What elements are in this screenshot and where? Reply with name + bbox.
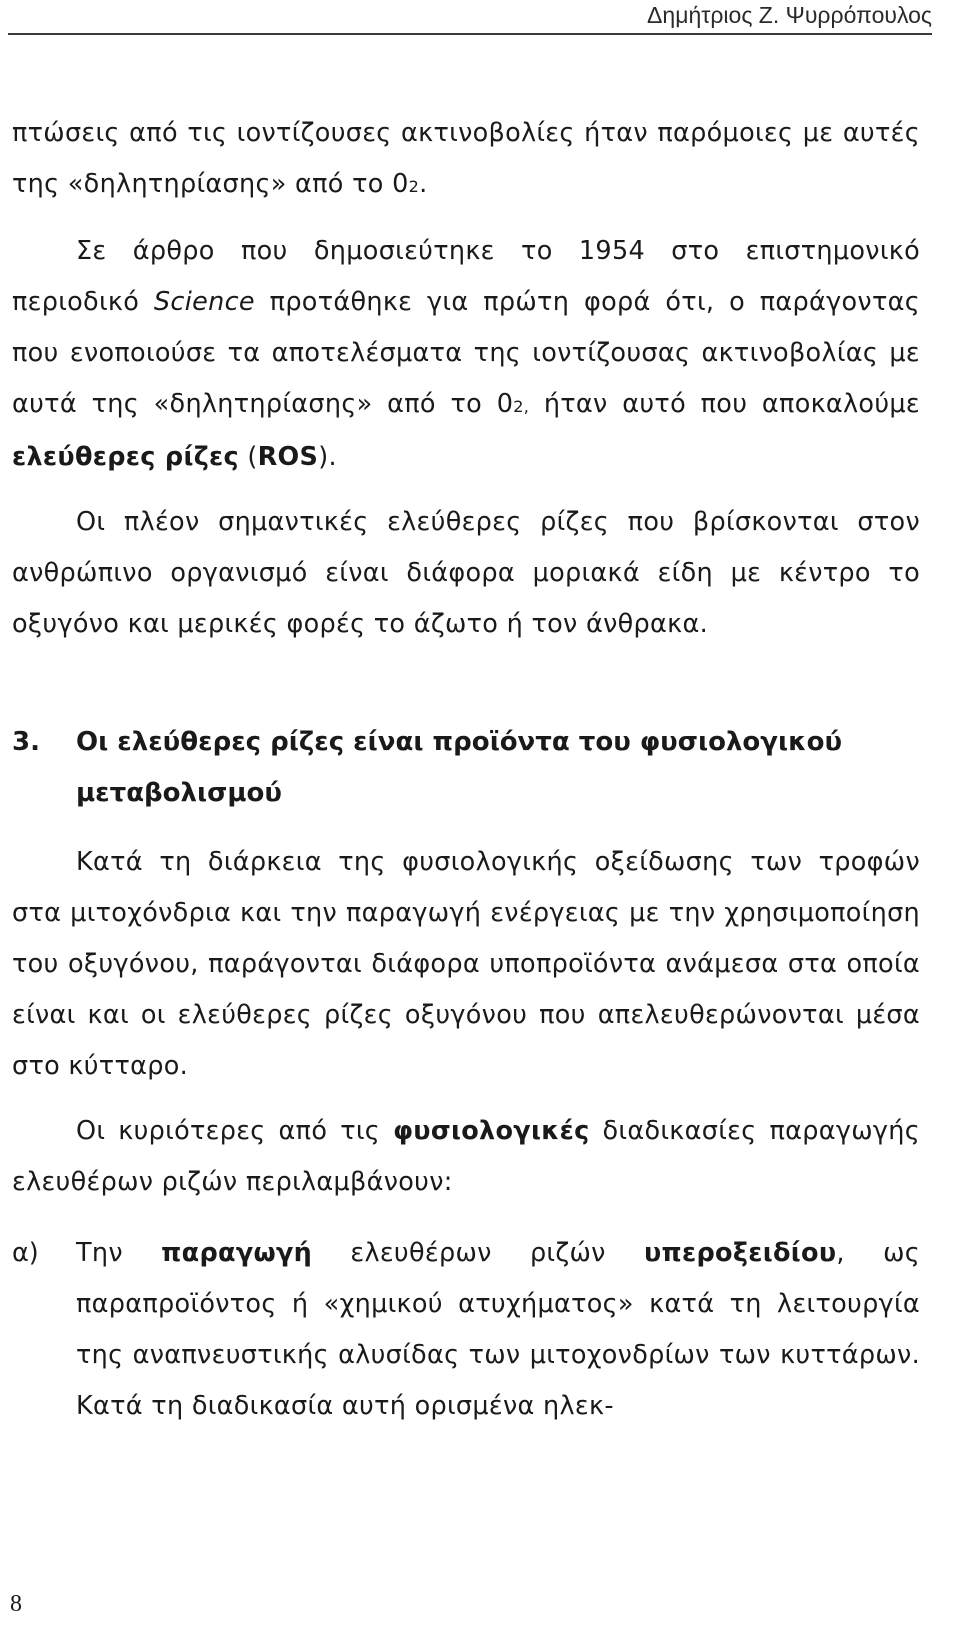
term-free-radicals: ελεύθερες ρίζες [12,442,239,472]
list-item-content [76,1228,920,1432]
running-header: Δημήτριος Ζ. Ψυρρόπουλος [647,2,932,28]
paragraph-2-text-e: ). [318,442,337,472]
header-rule [8,33,932,35]
term-superoxide: υπεροξειδίου [644,1238,837,1268]
paragraph-4: Κατά τη διάρκεια της φυσιολογικής οξείδωσης των τροφών στα μιτοχόνδρια και την παραγωγή ενέργειας με την χρησιμοποίηση του οξυγόνου, παράγονται διάφορα υποπροϊόντα ανάμεσα στα οποία είναι και οι ελεύθερες ρίζες οξυγόνου που απελευθερώνονται μέσα στο κύτταρο. [12,847,920,1081]
list-text-b: ελευθέρων ριζών [312,1238,645,1268]
paragraph-5 [12,1106,920,1208]
body-text [12,108,920,1432]
paragraph-1 [12,108,920,212]
page-number: 8 [10,1591,22,1617]
paragraph-3: Οι πλέον σημαντικές ελεύθερες ρίζες που βρίσκονται στον ανθρώπινο οργανισμό είναι διάφορα μοριακά είδη με κέντρο το οξυγόνο και μερικές φορές το άζωτο ή τον άνθρακα. [12,507,920,639]
section-title: Οι ελεύθερες ρίζες είναι προϊόντα του φυσιολογικού μεταβολισμού [76,727,843,808]
paragraph-2 [12,226,920,483]
subscript: 2, [513,397,530,416]
list-text-a: Την [76,1238,162,1268]
paragraph-1-end: . [419,169,428,199]
term-ros: ROS [257,442,319,472]
list-item [12,1228,920,1432]
paragraph-2-text-b: προτάθηκε για πρώτη φορά ότι, ο παράγοντας που ενοποιούσε τα αποτελέσματα της ιοντίζουσας ακτινοβολίας με αυτά της «δηλητηρίασης» από το 0 [12,287,920,419]
section-heading [12,717,920,819]
paragraph-2-text-a: Σε άρθρο που δημοσιεύτηκε το 1954 στο επιστημονικό περιοδικό [12,236,920,317]
term-physiological: φυσιολογικές [393,1116,590,1146]
term-production: παραγωγή [161,1238,313,1268]
subscript: 2 [408,177,420,196]
section-number: 3. [12,727,40,757]
paragraph-5-text-a: Οι κυριότερες από τις [76,1116,394,1146]
journal-name: Science [153,287,255,317]
paragraph-1-text: πτώσεις από τις ιοντίζουσες ακτινοβολίες ήταν παρόμοιες με αυτές της «δηλητηρίασης» από το 0 [12,118,920,199]
paragraph-2-text-d: ( [238,442,258,472]
paragraph-2-text-c: ήταν αυτό που αποκαλούμε [529,389,920,419]
paragraph-5-text-b: διαδικασίες παραγωγής ελευθέρων ριζών περιλαμβάνουν: [12,1116,920,1197]
list-text-c: , ως παραπροϊόντος ή «χημικού ατυχήματος» κατά τη λειτουργία της αναπνευστικής αλυσίδας των μιτοχονδρίων των κυττάρων. Κατά τη διαδικασία αυτή ορισμένα ηλεκ- [76,1238,920,1421]
list-marker: α) [12,1238,39,1268]
